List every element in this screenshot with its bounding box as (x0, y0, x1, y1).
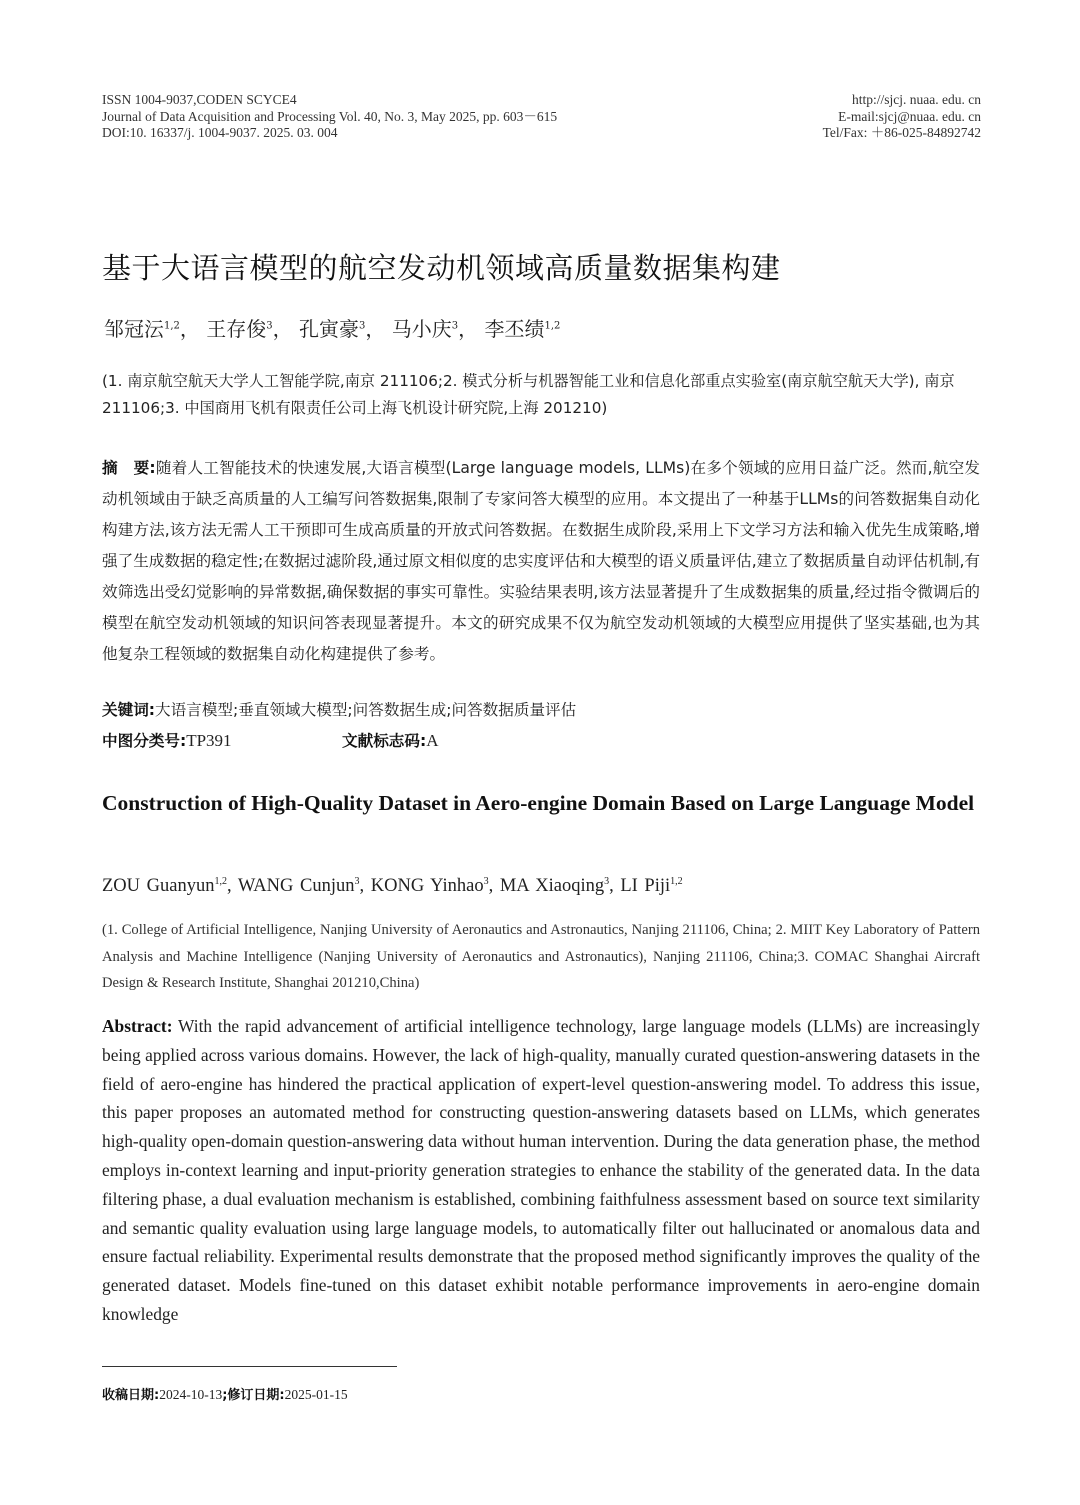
en-affiliation: (1. College of Artificial Intelligence, Nanjing University of Aeronautics and Astronautics, Nanjing 211106, China; 2. MIIT Key Laboratory of Pattern Analysis and Machine Intelligence (Nanjing University of Aeronautics and Astronautics), Nanjing 211106, China;3. COMAC Shanghai Aircraft Design & Research Institute, Shanghai 201210,China) (102, 922, 980, 991)
doi-line: DOI:10. 16337/j. 1004-9037. 2025. 03. 004 (102, 125, 338, 140)
email-line: E-mail:sjcj@nuaa. edu. cn (838, 108, 981, 124)
revised-date: 2025-01-15 (284, 1387, 348, 1402)
cn-abstract-label: 摘 要: (102, 459, 156, 477)
en-author: WANG Cunjun$^3$, (237, 875, 371, 896)
en-author: ZOU Guanyun$^{1,2}$, (102, 875, 238, 896)
en-author: LI Piji$^{1,2}$ (620, 875, 683, 896)
doc-code-value: A (426, 731, 439, 750)
footnote-divider (102, 1366, 397, 1367)
received-label: 收稿日期: (102, 1388, 160, 1403)
cn-classification (102, 727, 980, 755)
en-authors (102, 872, 683, 900)
journal-header-right (823, 92, 981, 142)
revised-label: 修订日期: (227, 1388, 285, 1403)
tel-line: Tel/Fax: ＋86-025-84892742 (822, 125, 981, 140)
cn-title: 基于大语言模型的航空发动机领域高质量数据集构建 (102, 251, 781, 285)
cn-affiliation: (1. 南京航空航天大学人工智能学院,南京 211106;2. 模式分析与机器智能工业和信息化部重点实验室(南京航空航天大学), 南京 211106;3. 中国商用飞机有限责任公司上海飞机设计研究院,上海 201210) (102, 372, 955, 417)
en-abstract (102, 1012, 980, 1329)
doc-code-label: 文献标志码: (342, 732, 427, 750)
journal-header-left (102, 92, 557, 142)
clc-value: TP391 (186, 731, 232, 750)
cn-abstract (102, 453, 980, 670)
cn-keywords (102, 696, 980, 724)
cn-author: 马小庆$^3$， (391, 317, 479, 341)
footnote-dates: 收稿日期:2024-10-13;修订日期:2025-01-15 (102, 1387, 348, 1403)
en-abstract-label: Abstract: (102, 1016, 173, 1036)
en-abstract-text: With the rapid advancement of artificial intelligence technology, large language models (LLMs) are increasingly being applied across various domains. However, the lack of high-quality, manually curated question-answering datasets in the field of aero-engine has hindered the practical application of expert-level question-answering model. To address this issue, this paper proposes an automated method for constructing question-answering datasets based on LLMs, which generates high-quality open-domain question-answering data without human intervention. During the data generation phase, the method employs in-context learning and input-priority generation strategies to enhance the stability of the generated data. In the data filtering phase, a dual evaluation mechanism is established, combining faithfulness assessment based on source text similarity and semantic quality evaluation using large language models, to automatically filter out hallucinated or anomalous data and ensure factual reliability. Experimental results demonstrate that the proposed method significantly improves the quality of the generated dataset. Models fine-tuned on this dataset exhibit notable performance improvements in aero-engine domain knowledge (102, 1016, 980, 1324)
issn-line: ISSN 1004-9037,CODEN SCYCE4 (102, 92, 297, 107)
cn-keywords-label: 关键词: (102, 701, 156, 719)
doc-code (342, 727, 439, 755)
en-author: KONG Yinhao$^3$, (370, 875, 500, 896)
en-title: Construction of High-Quality Dataset in Aero-engine Domain Based on Large Language Model (102, 791, 975, 815)
journal-line: Journal of Data Acquisition and Processing Vol. 40, No. 3, May 2025, pp. 603－615 (102, 108, 558, 124)
received-date: 2024-10-13 (159, 1387, 223, 1402)
cn-author: 王存俊$^3$， (206, 317, 293, 341)
url-line: http://sjcj. nuaa. edu. cn (852, 92, 981, 107)
cn-abstract-text: 随着人工智能技术的快速发展,大语言模型(Large language models, LLMs)在多个领域的应用日益广泛。然而,航空发动机领域由于缺乏高质量的人工编写问答数据集,限制了专家问答大模型的应用。本文提出了一种基于LLMs的问答数据集自动化构建方法,该方法无需人工干预即可生成高质量的开放式问答数据。在数据生成阶段,采用上下文学习方法和输入优先生成策略,增强了生成数据的稳定性;在数据过滤阶段,通过原文相似度的忠实度评估和大模型的语义质量评估,建立了数据质量自动评估机制,有效筛选出受幻觉影响的异常数据,确保数据的事实可靠性。实验结果表明,该方法显著提升了生成数据集的质量,经过指令微调后的模型在航空发动机领域的知识问答表现显著提升。本文的研究成果不仅为航空发动机领域的大模型应用提供了坚实基础,也为其他复杂工程领域的数据集自动化构建提供了参考。 (102, 459, 980, 663)
en-author: MA Xiaoqing$^3$, (499, 875, 621, 896)
cn-author: 孔寅豪$^3$， (299, 317, 386, 341)
cn-keywords-text: 大语言模型;垂直领域大模型;问答数据生成;问答数据质量评估 (155, 701, 577, 719)
clc-label: 中图分类号: (102, 732, 187, 750)
cn-authors (104, 314, 560, 344)
cn-author: 李丕绩$^{1,2}$ (484, 317, 561, 341)
cn-author: 邹冠沄$^{1,2}$， (104, 317, 200, 341)
